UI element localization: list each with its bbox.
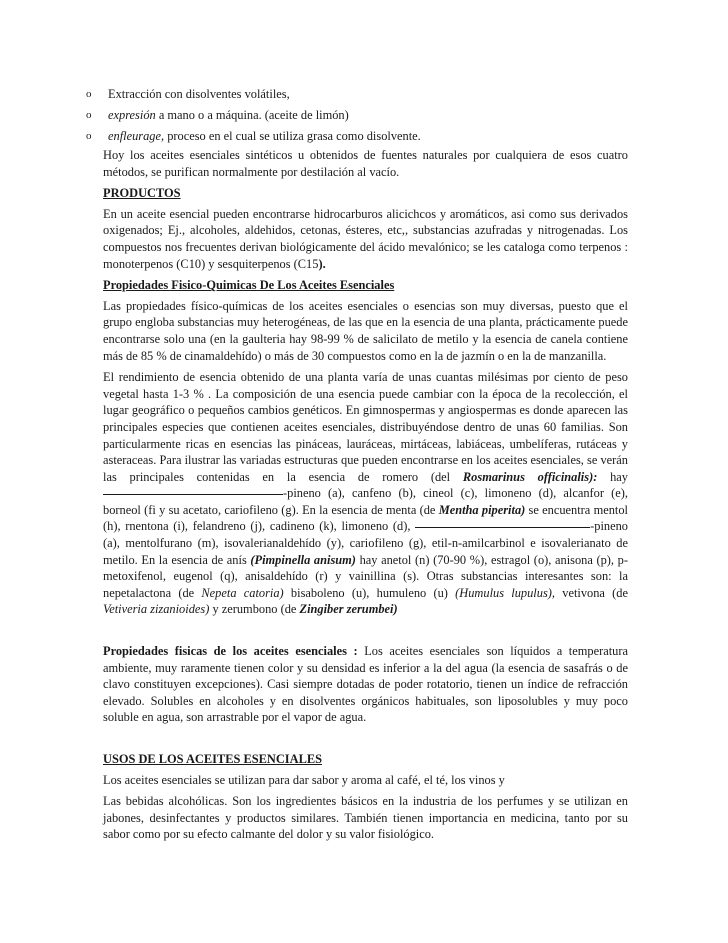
usos-heading: USOS DE LOS ACEITES ESENCIALES: [103, 752, 322, 766]
text-run: y zerumbono (de: [209, 602, 300, 617]
usos-paragraph-2: Las bebidas alcohólicas. Son los ingredientes básicos en la industria de los perfumes y se utilizan en jabones, desinfectantes y productos similares. También tienen importancia en medicina, tanto por su sabor como por su efecto calmante del dolor y su valor fisiológico.: [103, 794, 628, 842]
method-bullet-list: [86, 84, 646, 147]
text-run: vetivona (de: [555, 585, 628, 600]
species-name: Nepeta catoria): [201, 585, 284, 600]
text-run: -pineno (a), canfeno (b), cineol (c), limoneno (d), alcanfor (e), borneol (fi y su acetato, cariofileno (g). En la esencia de menta (de: [103, 486, 628, 517]
productos-text-end: ).: [318, 256, 326, 271]
propiedades-heading: Propiedades Fisico-Quimicas De Los Aceites Esenciales: [103, 278, 395, 293]
text-run: -pineno (a), mentolfurano (m), isovalerianaldehído (y), cariofileno (g), etil-n-amilcarbinol e isovalerianato de metilo. En la esencia de anís: [103, 519, 628, 567]
text-run: El rendimiento de esencia obtenido de una planta varía de unas cuantas milésimas por ciento de peso vegetal hasta 1-3 % . La composición de una esencia puede cambiar con la época de la recolección, el lugar geográfico o pequeños cambios genéticos. En gimnospermas y angiospermas es donde aparecen las principales especies que contienen aceites esenciales, distribuyéndose dentro de unas 60 familias. Son particularmente ricas en esencias las pináceas, lauráceas, mirtáceas, labiáceas, umbelíferas, rutáceas y asteraceas. Para ilustrar las variadas estructuras que pueden encontrarse en los aceites esenciales, se verán las principales contenidas en la esencia de romero (del: [103, 370, 628, 484]
bullet-emphasis: enfleurage,: [108, 129, 165, 143]
text-run: se encuentra mentol (h), rnentona (i), felandreno (j), cadineno (k), limoneno (d),: [103, 502, 628, 534]
species-name: Vetiveria zizanioides): [103, 602, 210, 617]
list-item: [86, 105, 646, 126]
fisicas-heading: Propiedades fisicas de los aceites esenciales :: [103, 644, 358, 659]
propiedades-paragraph-1: Las propiedades físico-químicas de los aceites esenciales o esencias son muy diversas, puesto que el grupo engloba substancias muy heterogéneas, de las que en la esencia de una planta, prácticamente puede encontrarse solo una (en la gaulteria hay 98-99 % de salicilato de metilo y la esencia de canela contiene más de 85 % de cinamaldehído) o más de 30 compuestos como en la de jazmín o en la de manzanilla.: [103, 298, 628, 363]
bullet-text: a mano o a máquina. (aceite de limón): [155, 108, 349, 122]
text-run: hay: [597, 469, 628, 484]
species-name: Zingiber zerumbei): [299, 602, 398, 617]
spacer: [103, 731, 628, 751]
text-run: bisaboleno (u), humuleno (u): [283, 585, 456, 600]
text-run: hay anetol (n) (70-90 %), estragol (o), anisona (p), p-metoxifenol, eugenol (q), anisaldehído (r) y vainillina (s). Otras substancias interesantes son: la nepetalactona (de: [103, 552, 628, 600]
propiedades-paragraph-2: [103, 369, 628, 618]
bullet-marker: o: [86, 130, 92, 142]
fisicas-paragraph: [103, 643, 628, 726]
blank-rule: [103, 494, 283, 495]
blank-rule: [415, 527, 590, 528]
list-item: [86, 126, 646, 147]
productos-text: En un aceite esencial pueden encontrarse hidrocarburos alicichcos y aromáticos, asi como sus derivados oxigenados; Ej., alcoholes, aldehidos, cetonas, ésteres, etc,, substancias azufradas y nitrogenadas. Los compuestos nos frecuentes derivan biológicamente del ácido mevalónico; se les cataloga como terpenos : monoterpenos (C10) y sesquiterpenos (C15: [103, 206, 628, 271]
productos-paragraph: [103, 206, 628, 272]
bullet-text: proceso en el cual se utiliza grasa como disolvente.: [164, 129, 421, 143]
species-name: (Pimpinella anisum): [250, 552, 356, 567]
bullet-marker: o: [86, 109, 92, 121]
bullet-marker: o: [86, 88, 92, 100]
list-item: [86, 84, 646, 105]
spacer: [103, 623, 628, 643]
species-name: Rosmarinus officinalis):: [462, 469, 598, 484]
species-name: Mentha piperita): [438, 502, 526, 517]
bullet-text: Extracción con disolventes volátiles,: [108, 87, 290, 101]
species-name: (Humulus lupulus),: [455, 585, 555, 600]
usos-paragraph-1: Los aceites esenciales se utilizan para dar sabor y aroma al café, el té, los vinos y: [103, 772, 505, 787]
document-body: [103, 147, 628, 848]
fisicas-text: Los aceites esenciales son líquidos a temperatura ambiente, muy raramente tienen color y su densidad es inferior a la del agua (la esencia de sasafrás o de clavo constituyen excepciones). Casi siempre dotadas de poder rotatorio, tienen un índice de refracción elevado. Solubles en alcoholes y en disolventes orgánicos habituales, son liposolubles y muy poco soluble en agua, son arrastrable por el vapor de agua.: [103, 644, 628, 725]
productos-heading: PRODUCTOS: [103, 186, 181, 201]
bullet-emphasis: expresión: [108, 108, 156, 122]
intro-paragraph: Hoy los aceites esenciales sintéticos u obtenidos de fuentes naturales por cualquiera de esos cuatro métodos, se purifican normalmente por destilación al vacío.: [103, 148, 628, 179]
